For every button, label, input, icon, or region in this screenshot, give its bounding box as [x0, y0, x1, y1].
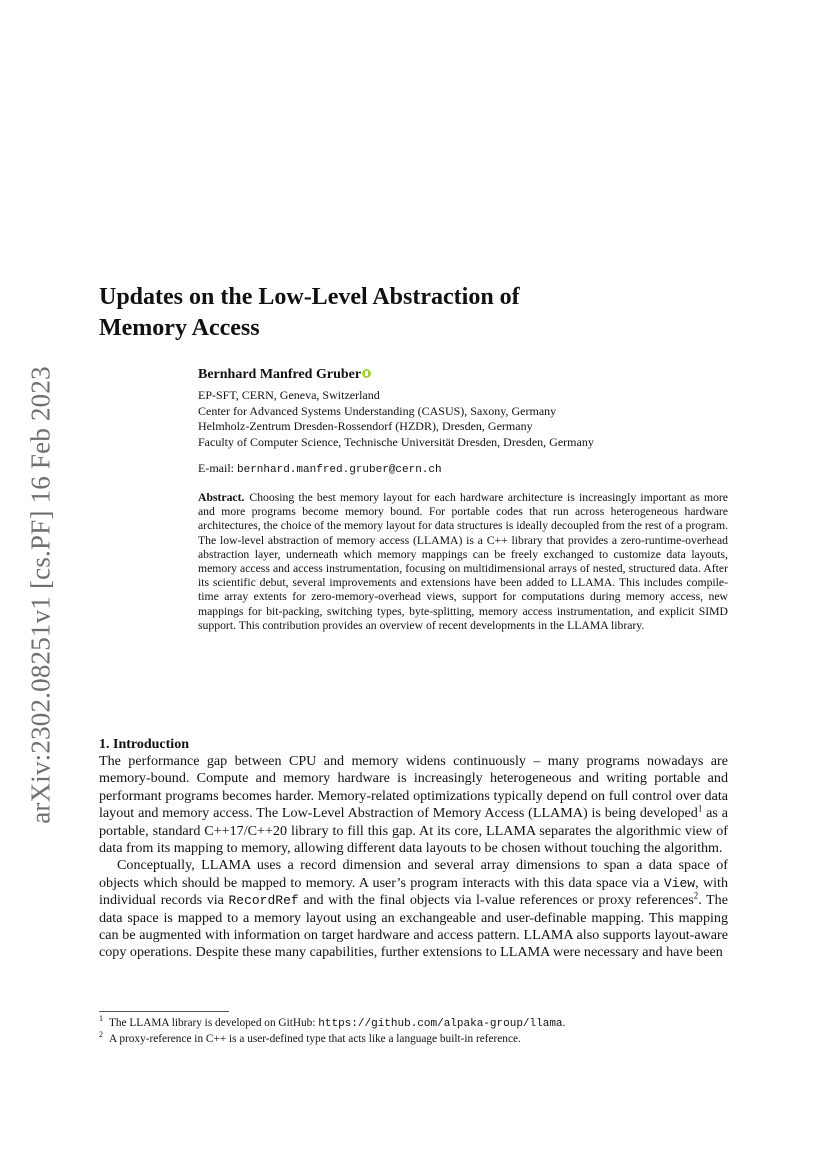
- affiliation: EP-SFT, CERN, Geneva, Switzerland: [198, 388, 380, 402]
- footnote-mark: 2: [99, 1029, 103, 1039]
- footnote-2: [99, 1029, 729, 1047]
- affiliation: Center for Advanced Systems Understanding (CASUS), Saxony, Germany: [198, 403, 557, 418]
- abstract: [198, 491, 728, 633]
- email-line: [198, 461, 758, 478]
- author: [198, 366, 758, 383]
- footnote-text: A proxy-reference in C++ is a user-defined type that acts like a language built-in reference.: [109, 1032, 521, 1045]
- footnote-ref[interactable]: 1: [697, 803, 703, 814]
- orcid-icon[interactable]: [362, 369, 371, 378]
- footnote-link[interactable]: https://github.com/alpaka-group/llama: [318, 1018, 563, 1030]
- text-run: , with individual records via: [99, 874, 729, 909]
- affiliation: Faculty of Computer Science, Technische Universität Dresden, Dresden, Germany: [198, 434, 594, 449]
- introduction-body: [99, 753, 728, 962]
- section-heading-introduction: 1. Introduction: [99, 737, 189, 752]
- text-run: The performance gap between CPU and memory widens continuously – many programs nowadays are memory-bound. Compute and memory hardware is increasingly heterogeneous and writing portable and performant programs becomes harder. Memory-related optimizations typically depend on full control over data layout and memory access. The Low-Level Abstraction of Memory Access (LLAMA) is being developed: [99, 753, 728, 822]
- footnote-text-end: .: [562, 1017, 566, 1029]
- affiliations: [198, 388, 758, 450]
- author-name: Bernhard Manfred Gruber: [198, 367, 362, 382]
- title-line-2: Memory Access: [99, 315, 260, 341]
- email-label: E-mail:: [198, 461, 234, 475]
- text-run: and with the final objects via l-value references or proxy references: [298, 892, 694, 909]
- text-run: as a portable, standard C++17/C++20 library to fill this gap. At its core, LLAMA separates the algorithmic view of data from its mapping to memory, allowing different data layouts to be chosen without touching the algorithm.: [99, 805, 728, 857]
- paragraph: [99, 857, 728, 961]
- footnote-1: [99, 1016, 729, 1032]
- footnote-mark: 1: [99, 1014, 103, 1024]
- paper-title: [99, 282, 699, 344]
- title-line-1: Updates on the Low-Level Abstraction of: [99, 284, 520, 310]
- abstract-label: Abstract.: [198, 491, 245, 504]
- footnote-ref[interactable]: 2: [693, 890, 699, 901]
- arxiv-identifier-sidebar: [25, 366, 56, 824]
- paragraph: [99, 753, 728, 857]
- abstract-text: Choosing the best memory layout for each hardware architecture is increasingly important as more and more programs become memory bound. For portable codes that run across heterogeneous hardware architectures, the choice of the memory layout for data structures is ideally decoupled from the rest of a program. The low-level abstraction of memory access (LLAMA) is a C++ library that provides a zero-runtime-overhead abstraction layer, underneath which memory mappings can be freely exchanged to customize data layouts, memory access and access instrumentation, focusing on multidimensional arrays of nested, structured data. After its scientific debut, several improvements and extensions have been added to LLAMA. This includes compile-time array extents for zero-memory-overhead views, support for computations during memory access, new mappings for bit-packing, switching types, byte-splitting, memory access instrumentation, and explicit SIMD support. This contribution provides an overview of recent developments in the LLAMA library.: [198, 491, 728, 632]
- author-block: [198, 366, 758, 478]
- footnote-text: The LLAMA library is developed on GitHub:: [109, 1017, 319, 1029]
- email-address[interactable]: bernhard.manfred.gruber@cern.ch: [237, 464, 442, 476]
- code-view: View: [663, 875, 696, 891]
- affiliation: Helmholz-Zentrum Dresden-Rossendorf (HZDR), Dresden, Germany: [198, 419, 533, 433]
- footnotes: [99, 1016, 729, 1046]
- footnote-divider: [99, 1011, 229, 1012]
- text-run: . The data space is mapped to a memory layout using an exchangeable and user-definable mapping. This mapping can be augmented with information on target hardware and access pattern. LLAMA also supports layout-aware copy operations. Despite these many capabilities, further extensions to LLAMA were necessary and have been: [99, 892, 728, 961]
- text-run: Conceptually, LLAMA uses a record dimension and several array dimensions to span a data space of objects which should be mapped to memory. A user’s program interacts with this data space via a: [99, 857, 728, 891]
- code-recordref: RecordRef: [228, 893, 299, 909]
- arxiv-identifier: arXiv:2302.08251v1 [cs.PF] 16 Feb 2023: [25, 366, 56, 824]
